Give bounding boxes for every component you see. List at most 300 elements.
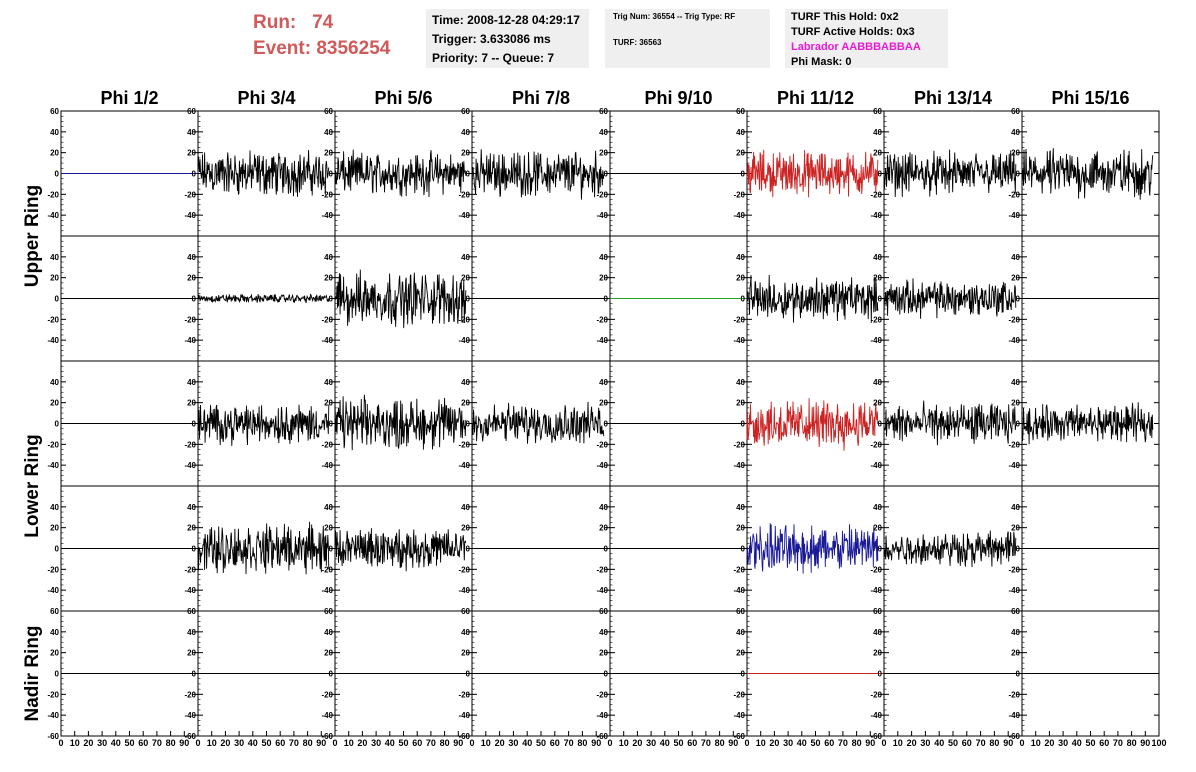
y-tick-label: 60	[461, 607, 470, 616]
y-tick-label: 20	[50, 648, 59, 658]
y-tick-label: 40	[324, 377, 333, 387]
y-tick-label: -40	[733, 336, 745, 346]
y-tick-label: 40	[873, 502, 882, 512]
y-tick-label: 40	[873, 127, 882, 137]
x-tick-label: 10	[1030, 738, 1041, 748]
y-tick-label: 0	[877, 169, 882, 179]
y-tick-label: 40	[50, 502, 59, 512]
waveform-panel	[321, 486, 472, 611]
y-tick-label: 0	[465, 544, 470, 554]
y-tick-label: 0	[54, 419, 59, 429]
y-tick-label: -40	[733, 711, 745, 721]
y-tick-label: -40	[596, 711, 608, 721]
waveform-panel	[184, 107, 335, 236]
y-tick-label: 0	[603, 544, 608, 554]
y-tick-label: -20	[1008, 315, 1020, 325]
y-tick-label: -40	[47, 461, 59, 471]
waveform-panel	[596, 236, 747, 361]
y-tick-label: 0	[328, 294, 333, 304]
y-tick-label: 60	[1011, 607, 1020, 616]
y-tick-label: -20	[321, 315, 333, 325]
y-tick-label: -40	[870, 211, 882, 221]
y-tick-label: -20	[870, 315, 882, 325]
y-tick-label: 0	[465, 169, 470, 179]
y-tick-label: 20	[599, 148, 608, 158]
ring-label: Lower Ring	[22, 434, 43, 538]
y-tick-label: -20	[1008, 440, 1020, 450]
column-title: Phi 9/10	[644, 88, 713, 108]
x-tick-label: 80	[1126, 738, 1137, 748]
x-tick-label: 50	[261, 738, 272, 748]
y-tick-label: -40	[184, 336, 196, 346]
x-tick-label: 50	[947, 738, 959, 748]
x-tick-label: 50	[398, 738, 409, 748]
y-tick-label: -20	[321, 565, 333, 575]
x-tick-label: 30	[97, 738, 108, 748]
y-tick-label: 20	[50, 398, 59, 408]
ring-label: Upper Ring	[22, 184, 43, 288]
y-tick-label: -40	[321, 461, 333, 471]
y-tick-label: 20	[461, 398, 470, 408]
y-tick-label: 40	[324, 127, 333, 137]
y-tick-label: -20	[184, 315, 196, 325]
y-tick-label: 0	[877, 294, 882, 304]
column-title: Phi 7/8	[511, 88, 571, 108]
y-tick-label: 0	[603, 294, 608, 304]
y-tick-label: 40	[599, 502, 608, 512]
y-tick-label: -40	[733, 586, 745, 596]
y-tick-label: 20	[187, 523, 196, 533]
y-tick-label: -20	[596, 565, 608, 575]
y-tick-label: -60	[596, 732, 608, 741]
y-tick-label: 0	[877, 669, 882, 679]
y-tick-label: -20	[596, 190, 608, 200]
y-tick-label: 20	[736, 148, 745, 158]
y-tick-label: -40	[47, 711, 59, 721]
y-tick-label: 40	[873, 252, 882, 262]
y-tick-label: -20	[733, 690, 745, 700]
run-value: 74	[312, 12, 334, 33]
waveform-panel	[47, 361, 198, 486]
y-tick-label: 60	[736, 607, 745, 616]
y-tick-label: 60	[736, 107, 745, 116]
y-tick-label: 20	[1011, 148, 1020, 158]
y-tick-label: -40	[458, 586, 470, 596]
y-tick-label: 0	[603, 419, 608, 429]
y-tick-label: -40	[596, 211, 608, 221]
y-tick-label: -20	[733, 565, 745, 575]
x-tick-label: 10	[618, 738, 629, 748]
y-tick-label: 0	[603, 669, 608, 679]
x-tick-label: 80	[302, 738, 313, 748]
x-tick-label: 20	[494, 738, 505, 748]
y-tick-label: 20	[324, 273, 333, 283]
y-tick-label: -20	[1008, 690, 1020, 700]
y-tick-label: 20	[50, 148, 59, 158]
y-tick-label: -20	[321, 190, 333, 200]
y-tick-label: 20	[736, 648, 745, 658]
y-tick-label: -20	[47, 440, 59, 450]
y-tick-label: 40	[461, 377, 470, 387]
y-tick-label: -40	[596, 461, 608, 471]
x-tick-label: 60	[961, 738, 972, 748]
x-tick-label: 50	[535, 738, 547, 748]
y-tick-label: -20	[458, 690, 470, 700]
y-tick-label: 40	[736, 627, 745, 637]
y-tick-label: 60	[461, 107, 470, 116]
x-tick-label: 90	[591, 738, 602, 748]
y-tick-label: -20	[458, 565, 470, 575]
y-tick-label: 40	[461, 127, 470, 137]
x-tick-label: 0	[1019, 738, 1025, 748]
waveform-panel	[1008, 107, 1159, 236]
y-tick-label: 20	[324, 523, 333, 533]
turf-count-line: TURF: 36563	[613, 38, 662, 47]
x-tick-label: 80	[714, 738, 725, 748]
waveform-panel	[1008, 361, 1159, 486]
x-tick-label: 70	[837, 738, 848, 748]
y-tick-label: 40	[50, 252, 59, 262]
x-tick-label: 60	[549, 738, 560, 748]
waveform-panel	[321, 607, 472, 741]
y-tick-label: -20	[184, 190, 196, 200]
y-tick-label: 40	[736, 252, 745, 262]
y-tick-label: 0	[740, 669, 745, 679]
y-tick-label: 0	[1015, 169, 1020, 179]
y-tick-label: -40	[1008, 586, 1020, 596]
y-tick-label: -60	[458, 732, 470, 741]
y-tick-label: 40	[599, 377, 608, 387]
y-tick-label: 20	[873, 398, 882, 408]
event-label: Event:	[253, 38, 312, 59]
y-tick-label: 40	[736, 502, 745, 512]
x-tick-label: 40	[934, 738, 945, 748]
y-tick-label: -40	[184, 211, 196, 221]
x-tick-label: 30	[920, 738, 931, 748]
y-tick-label: -20	[184, 565, 196, 575]
y-tick-label: 40	[187, 127, 196, 137]
x-tick-label: 40	[522, 738, 533, 748]
waveform-panel	[47, 236, 198, 361]
waveform-panel	[596, 107, 747, 236]
x-tick-label: 20	[220, 738, 231, 748]
y-tick-label: 0	[465, 294, 470, 304]
y-tick-label: -40	[1008, 211, 1020, 221]
y-tick-label: 20	[187, 148, 196, 158]
y-tick-label: 40	[187, 377, 196, 387]
x-tick-label: 80	[439, 738, 450, 748]
x-tick-label: 20	[357, 738, 368, 748]
x-tick-label: 90	[316, 738, 327, 748]
y-tick-label: -20	[321, 690, 333, 700]
waveform-panel	[1008, 607, 1159, 741]
y-tick-label: 0	[54, 294, 59, 304]
y-tick-label: 20	[599, 648, 608, 658]
y-tick-label: 20	[599, 523, 608, 533]
waveform-panel	[596, 486, 747, 611]
waveform-panel	[870, 107, 1022, 236]
x-tick-label: 40	[659, 738, 670, 748]
waveform-panel	[184, 236, 335, 361]
y-tick-label: 0	[54, 669, 59, 679]
y-tick-label: 20	[324, 648, 333, 658]
y-tick-label: 0	[1015, 669, 1020, 679]
y-tick-label: -20	[596, 690, 608, 700]
x-tick-label: 0	[607, 738, 613, 748]
y-tick-label: -60	[47, 732, 59, 741]
time-line: Time: 2008-12-28 04:29:17	[432, 13, 580, 27]
x-tick-label: 20	[83, 738, 94, 748]
y-tick-label: 20	[873, 273, 882, 283]
x-tick-label: 50	[1085, 738, 1096, 748]
waveform-panel	[321, 361, 472, 486]
y-tick-label: 40	[873, 627, 882, 637]
waveform-panel	[47, 486, 198, 611]
y-tick-label: 20	[461, 148, 470, 158]
column-title: Phi 5/6	[374, 88, 433, 108]
y-tick-label: 60	[50, 607, 59, 616]
y-tick-label: 40	[1011, 127, 1020, 137]
x-tick-label: 80	[851, 738, 862, 748]
x-tick-label: 30	[783, 738, 794, 748]
y-tick-label: 60	[873, 607, 882, 616]
x-tick-label: 60	[412, 738, 423, 748]
y-tick-label: -20	[733, 315, 745, 325]
y-tick-label: 0	[54, 169, 59, 179]
y-tick-label: 20	[736, 523, 745, 533]
turf-hold-line: TURF This Hold: 0x2	[791, 11, 899, 23]
waveform-panel	[458, 486, 610, 611]
y-tick-label: -40	[458, 211, 470, 221]
run-label: Run:	[253, 12, 297, 33]
x-tick-label: 40	[247, 738, 258, 748]
y-tick-label: 0	[191, 544, 196, 554]
x-tick-label: 40	[796, 738, 807, 748]
x-tick-label: 90	[453, 738, 464, 748]
y-tick-label: 40	[50, 377, 59, 387]
y-tick-label: 20	[873, 523, 882, 533]
x-tick-label: 0	[332, 738, 338, 748]
x-tick-label: 30	[646, 738, 657, 748]
y-tick-label: -40	[1008, 711, 1020, 721]
turf-active-line: TURF Active Holds: 0x3	[791, 26, 915, 38]
y-tick-label: 0	[191, 669, 196, 679]
x-tick-label: 70	[151, 738, 162, 748]
y-tick-label: 40	[50, 127, 59, 137]
labrador-line: Labrador AABBBABBAA	[791, 41, 921, 53]
y-tick-label: 60	[873, 107, 882, 116]
priority-line: Priority: 7 -- Queue: 7	[432, 51, 555, 65]
y-tick-label: 20	[461, 648, 470, 658]
x-tick-label: 10	[892, 738, 903, 748]
y-tick-label: 0	[1015, 294, 1020, 304]
y-tick-label: 0	[328, 419, 333, 429]
waveform-panel	[733, 607, 884, 741]
y-tick-label: -20	[458, 440, 470, 450]
waveform-panel	[458, 607, 610, 741]
y-tick-label: 60	[324, 607, 333, 616]
y-tick-label: 20	[187, 398, 196, 408]
y-tick-label: 0	[54, 544, 59, 554]
x-tick-label: 30	[371, 738, 382, 748]
y-tick-label: 40	[736, 127, 745, 137]
y-tick-label: -40	[321, 211, 333, 221]
y-tick-label: 20	[50, 273, 59, 283]
y-tick-label: 20	[187, 648, 196, 658]
trig-num-line: Trig Num: 36554 -- Trig Type: RF	[613, 12, 736, 21]
y-tick-label: -40	[596, 586, 608, 596]
y-tick-label: 0	[603, 169, 608, 179]
x-tick-label: 80	[577, 738, 588, 748]
x-tick-label: 90	[865, 738, 876, 748]
event-value: 8356254	[316, 38, 391, 59]
y-tick-label: 40	[1011, 502, 1020, 512]
y-tick-label: -40	[870, 586, 882, 596]
x-tick-label: 70	[975, 738, 986, 748]
y-tick-label: -40	[184, 586, 196, 596]
y-tick-label: -20	[733, 190, 745, 200]
y-tick-label: -20	[47, 190, 59, 200]
x-tick-label: 10	[755, 738, 766, 748]
y-tick-label: -40	[870, 336, 882, 346]
phi-mask-line: Phi Mask: 0	[791, 56, 852, 68]
y-tick-label: -40	[870, 711, 882, 721]
y-tick-label: -40	[733, 211, 745, 221]
y-tick-label: 40	[599, 627, 608, 637]
waveform-panel	[870, 361, 1022, 486]
x-tick-label: 50	[673, 738, 684, 748]
waveform-panel	[321, 107, 472, 236]
y-tick-label: -40	[733, 461, 745, 471]
y-tick-label: 40	[1011, 627, 1020, 637]
y-tick-label: 0	[1015, 544, 1020, 554]
x-tick-label: 60	[687, 738, 698, 748]
x-tick-label: 70	[1112, 738, 1123, 748]
y-tick-label: -40	[1008, 336, 1020, 346]
column-title: Phi 1/2	[100, 88, 159, 108]
y-tick-label: 0	[740, 544, 745, 554]
column-title: Phi 13/14	[913, 88, 993, 108]
waveform-panel	[733, 236, 884, 361]
y-tick-label: -60	[870, 732, 882, 741]
x-tick-label: 0	[469, 738, 475, 748]
y-tick-label: -60	[733, 732, 745, 741]
x-tick-label: 100	[1151, 738, 1167, 748]
x-tick-label: 60	[138, 738, 149, 748]
y-tick-label: 20	[736, 273, 745, 283]
y-tick-label: -20	[184, 440, 196, 450]
y-tick-label: 20	[50, 523, 59, 533]
x-tick-label: 70	[563, 738, 574, 748]
waveform-panel	[321, 236, 472, 361]
x-tick-label: 80	[989, 738, 1000, 748]
y-tick-label: 40	[461, 252, 470, 262]
y-tick-label: 0	[191, 169, 196, 179]
x-tick-label: 50	[124, 738, 135, 748]
y-tick-label: 0	[191, 294, 196, 304]
y-tick-label: 40	[187, 627, 196, 637]
y-tick-label: 20	[187, 273, 196, 283]
y-tick-label: 0	[877, 419, 882, 429]
y-tick-label: -60	[184, 732, 196, 741]
x-tick-label: 0	[881, 738, 887, 748]
y-tick-label: -40	[47, 586, 59, 596]
y-tick-label: -20	[47, 315, 59, 325]
x-tick-label: 20	[1044, 738, 1055, 748]
y-tick-label: -20	[184, 690, 196, 700]
x-tick-label: 30	[1058, 738, 1069, 748]
trigger-line: Trigger: 3.633086 ms	[432, 32, 551, 46]
y-tick-label: 60	[599, 107, 608, 116]
x-tick-label: 50	[810, 738, 821, 748]
waveform-panel	[733, 486, 884, 611]
x-tick-label: 90	[1140, 738, 1151, 748]
column-title: Phi 15/16	[1051, 88, 1130, 108]
y-tick-label: 40	[461, 502, 470, 512]
y-tick-label: 0	[740, 294, 745, 304]
y-tick-label: -20	[458, 190, 470, 200]
waveform-panel	[458, 236, 610, 361]
waveform-panel	[733, 361, 884, 486]
x-tick-label: 90	[1003, 738, 1014, 748]
y-tick-label: 0	[740, 169, 745, 179]
y-tick-label: -60	[1008, 732, 1020, 741]
y-tick-label: 0	[1015, 419, 1020, 429]
waveform-panel	[870, 607, 1022, 741]
y-tick-label: -40	[184, 711, 196, 721]
y-tick-label: 20	[461, 523, 470, 533]
y-tick-label: 40	[324, 502, 333, 512]
y-tick-label: 20	[324, 148, 333, 158]
waveform-panel	[870, 486, 1022, 611]
column-title: Phi 3/4	[237, 88, 296, 108]
y-tick-label: 60	[1011, 107, 1020, 116]
y-tick-label: 0	[328, 669, 333, 679]
y-tick-label: 60	[187, 607, 196, 616]
y-tick-label: 20	[1011, 273, 1020, 283]
waveform-panel	[596, 607, 747, 741]
y-tick-label: 0	[328, 544, 333, 554]
y-tick-label: -40	[47, 211, 59, 221]
y-tick-label: -20	[733, 440, 745, 450]
y-tick-label: 20	[599, 398, 608, 408]
ring-label: Nadir Ring	[22, 625, 43, 722]
y-tick-label: 40	[187, 252, 196, 262]
y-tick-label: -20	[870, 690, 882, 700]
x-tick-label: 80	[165, 738, 176, 748]
y-tick-label: -40	[184, 461, 196, 471]
y-tick-label: -40	[458, 711, 470, 721]
x-tick-label: 30	[508, 738, 519, 748]
y-tick-label: -20	[870, 440, 882, 450]
waveform-panel	[596, 361, 747, 486]
x-tick-label: 40	[1071, 738, 1082, 748]
y-tick-label: -20	[1008, 565, 1020, 575]
column-title: Phi 11/12	[776, 88, 855, 108]
y-tick-label: 20	[736, 398, 745, 408]
y-tick-label: -60	[321, 732, 333, 741]
x-tick-label: 0	[744, 738, 750, 748]
y-tick-label: 60	[324, 107, 333, 116]
x-tick-label: 60	[275, 738, 286, 748]
x-tick-label: 90	[179, 738, 190, 748]
x-tick-label: 40	[110, 738, 121, 748]
y-tick-label: -20	[596, 315, 608, 325]
y-tick-label: -20	[47, 690, 59, 700]
x-tick-label: 30	[234, 738, 245, 748]
waveform-panel	[1008, 486, 1159, 611]
x-tick-label: 40	[384, 738, 395, 748]
